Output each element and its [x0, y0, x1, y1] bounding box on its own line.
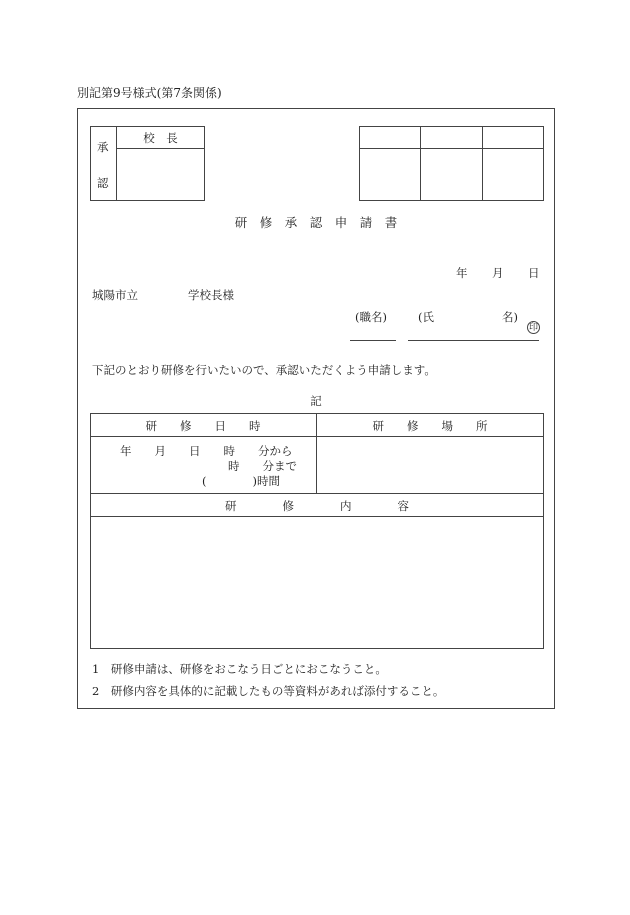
position-label: (職名) [355, 310, 387, 324]
date-day-label: 日 [528, 266, 540, 280]
form-title: 研 修 承 認 申 請 書 [234, 215, 398, 230]
approval-cell-1[interactable] [361, 151, 419, 199]
content-field[interactable] [94, 520, 540, 645]
name-field[interactable] [408, 326, 526, 340]
date-month-label: 月 [492, 266, 504, 280]
name-label-close: 名) [502, 310, 518, 324]
datetime-row-end[interactable]: 時 分まで [228, 459, 297, 473]
content-header: 研 修 内 容 [225, 499, 409, 513]
datetime-row-start[interactable]: 年 月 日 時 分から [120, 444, 293, 458]
position-underline [350, 340, 396, 341]
name-underline [408, 340, 539, 341]
datetime-header: 研 修 日 時 [145, 419, 261, 433]
seal-icon: 印 [528, 323, 538, 333]
name-label-open: (氏 [418, 310, 434, 324]
form-number-label: 別記第9号様式(第7条関係) [77, 86, 222, 100]
position-field[interactable] [350, 326, 396, 340]
approval-side-label-1: 承 [97, 140, 109, 154]
addressee-city: 城陽市立 [92, 288, 138, 302]
datetime-row-hours[interactable]: ( )時間 [202, 474, 280, 488]
approval-cell-2[interactable] [422, 151, 481, 199]
place-field[interactable] [320, 440, 540, 490]
request-text: 下記のとおり研修を行いたいので、承認いただくよう申請します。 [92, 363, 436, 377]
principal-seal-area[interactable] [120, 154, 200, 196]
principal-label: 校 長 [143, 131, 178, 145]
approval-cell-3[interactable] [484, 151, 543, 199]
note-2: 2 研修内容を具体的に記載したもの等資料があれば添付すること。 [92, 684, 445, 698]
ki-label: 記 [310, 394, 322, 408]
note-1: 1 研修申請は、研修をおこなう日ごとにおこなうこと。 [92, 662, 387, 676]
place-header: 研 修 場 所 [372, 419, 488, 433]
addressee-school: 学校長様 [188, 288, 234, 302]
approval-side-label-2: 認 [97, 176, 109, 190]
date-year-label: 年 [456, 266, 468, 280]
